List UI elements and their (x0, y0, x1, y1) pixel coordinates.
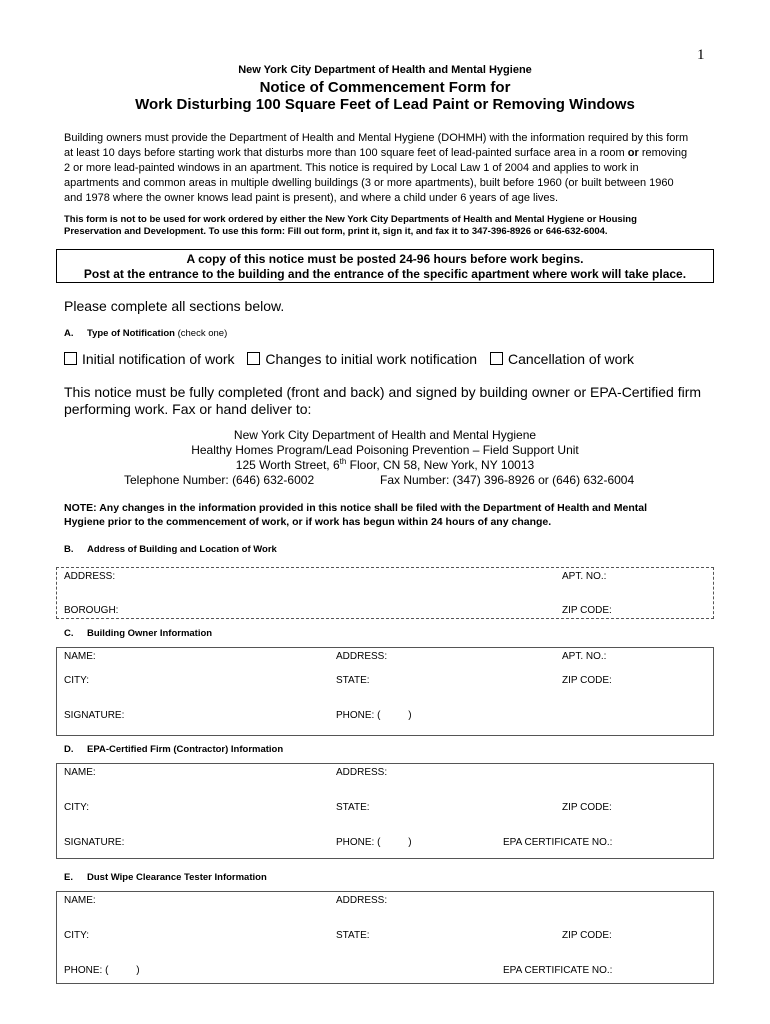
posting-notice-box (56, 249, 714, 283)
street-text: 125 Worth Street, 6 (235, 458, 340, 472)
fax-number: Fax Number: (347) 396-8926 or (646) 632-6004 (380, 473, 635, 487)
intro-paragraph (64, 131, 724, 206)
checkbox-cancellation[interactable] (490, 352, 503, 365)
department-heading: New York City Department of Health and Mental Hygiene (238, 64, 532, 76)
checkbox-initial-notification[interactable] (64, 352, 77, 365)
section-title: Building Owner Information (87, 628, 213, 639)
intro-emphasis: or (627, 147, 639, 159)
section-letter: C. (64, 628, 74, 639)
posting-notice-line: Post at the entrance to the building and the entrance of the specific apartment where work will take place. (83, 267, 687, 281)
contractor-epa-certificate-field-label[interactable]: EPA CERTIFICATE NO.: (503, 837, 613, 848)
change-note-line: NOTE: Any changes in the information provided in this notice shall be filed with the Department of Health and Mental (64, 502, 647, 514)
section-d-heading (64, 744, 283, 755)
section-title: EPA-Certified Firm (Contractor) Information (87, 744, 284, 755)
intro-line: and 1978 where the owner knows lead paint is present), and where a child under 6 years of age lives. (64, 192, 559, 204)
owner-city-field-label[interactable]: CITY: (64, 675, 90, 686)
delivery-address-block (0, 428, 770, 488)
submission-instruction-line: This notice must be fully completed (front and back) and signed by building owner or EPA-Certified firm (64, 384, 702, 400)
tester-phone-field-label[interactable]: PHONE: ( ) (64, 965, 140, 976)
street-text: Floor, CN 58, New York, NY 10013 (346, 458, 535, 472)
contact-numbers (0, 473, 770, 488)
intro-line (64, 146, 724, 161)
form-title-line-1: Notice of Commencement Form for (259, 79, 511, 96)
owner-signature-field-label[interactable]: SIGNATURE: (64, 710, 125, 721)
posting-notice-line: A copy of this notice must be posted 24-96 hours before work begins. (186, 252, 584, 266)
submission-instruction-line: performing work. Fax or hand deliver to: (64, 401, 312, 417)
usage-note-line: Preservation and Development. To use this form: Fill out form, print it, sign it, and fax it to 347-396-8926 or 646-632-6004. (64, 226, 608, 237)
address-field-label[interactable]: ADDRESS: (64, 571, 116, 582)
floor-suffix: th (339, 457, 347, 466)
section-letter: A. (64, 328, 74, 339)
checkbox-changes-notification[interactable] (247, 352, 260, 365)
delivery-street (0, 458, 770, 473)
section-e-fields (56, 891, 714, 984)
section-letter: D. (64, 744, 74, 755)
delivery-program: Healthy Homes Program/Lead Poisoning Prevention – Field Support Unit (191, 443, 579, 457)
tester-zip-field-label[interactable]: ZIP CODE: (562, 930, 612, 941)
owner-phone-field-label[interactable]: PHONE: ( ) (336, 710, 412, 721)
delivery-department: New York City Department of Health and Mental Hygiene (233, 428, 537, 442)
borough-field-label[interactable]: BOROUGH: (64, 605, 119, 616)
section-a-heading (64, 328, 227, 339)
owner-address-field-label[interactable]: ADDRESS: (336, 651, 388, 662)
usage-note-line: This form is not to be used for work ordered by either the New York City Departments of Health and Mental Hygiene or Housing (64, 214, 637, 225)
option-label: Initial notification of work (82, 351, 235, 367)
option-label: Changes to initial work notification (265, 351, 478, 367)
section-b-heading (64, 544, 277, 555)
section-hint: (check one) (177, 328, 228, 339)
tester-epa-certificate-field-label[interactable]: EPA CERTIFICATE NO.: (503, 965, 613, 976)
owner-zip-field-label[interactable]: ZIP CODE: (562, 675, 612, 686)
section-c-heading (64, 628, 212, 639)
telephone-number: Telephone Number: (646) 632-6002 (124, 473, 315, 487)
option-cancellation[interactable] (490, 351, 634, 367)
change-note-line: Hygiene prior to the commencement of work, or if work has begun within 24 hours of any change. (64, 516, 552, 528)
contractor-name-field-label[interactable]: NAME: (64, 767, 96, 778)
page-number: 1 (697, 47, 705, 63)
option-initial-notification[interactable] (64, 351, 235, 367)
owner-name-field-label[interactable]: NAME: (64, 651, 96, 662)
contractor-signature-field-label[interactable]: SIGNATURE: (64, 837, 125, 848)
tester-name-field-label[interactable]: NAME: (64, 895, 96, 906)
option-changes-notification[interactable] (247, 351, 477, 367)
change-note (64, 501, 647, 529)
section-title: Dust Wipe Clearance Tester Information (87, 872, 267, 883)
usage-note (64, 214, 637, 238)
intro-line: Building owners must provide the Department of Health and Mental Hygiene (DOHMH) with the information required by this form (64, 132, 689, 144)
section-e-heading (64, 872, 267, 883)
tester-city-field-label[interactable]: CITY: (64, 930, 90, 941)
apt-field-label[interactable]: APT. NO.: (562, 571, 607, 582)
notification-type-options (64, 351, 643, 367)
zip-field-label[interactable]: ZIP CODE: (562, 605, 612, 616)
contractor-phone-field-label[interactable]: PHONE: ( ) (336, 837, 412, 848)
contractor-city-field-label[interactable]: CITY: (64, 802, 90, 813)
intro-line: 2 or more lead-painted windows in an apartment. This notice is required by Local Law 1 of 2004 and applies to work in (64, 162, 639, 174)
tester-state-field-label[interactable]: STATE: (336, 930, 370, 941)
section-b-fields (56, 567, 714, 619)
contractor-zip-field-label[interactable]: ZIP CODE: (562, 802, 612, 813)
section-title: Type of Notification (87, 328, 175, 339)
tester-address-field-label[interactable]: ADDRESS: (336, 895, 388, 906)
section-title: Address of Building and Location of Work (87, 544, 277, 555)
owner-state-field-label[interactable]: STATE: (336, 675, 370, 686)
option-label: Cancellation of work (507, 351, 635, 367)
section-letter: E. (64, 872, 73, 883)
form-title-line-2: Work Disturbing 100 Square Feet of Lead Paint or Removing Windows (135, 96, 635, 113)
complete-sections-instruction: Please complete all sections below. (64, 298, 285, 314)
section-letter: B. (64, 544, 74, 555)
intro-line: apartments and common areas in multiple dwelling buildings (3 or more apartments), built before 1960 (or built between 1960 (64, 177, 674, 189)
contractor-address-field-label[interactable]: ADDRESS: (336, 767, 388, 778)
section-c-fields (56, 647, 714, 736)
owner-apt-field-label[interactable]: APT. NO.: (562, 651, 607, 662)
contractor-state-field-label[interactable]: STATE: (336, 802, 370, 813)
section-d-fields (56, 763, 714, 859)
intro-text: at least 10 days before starting work that disturbs more than 100 square feet of lead-painted surface area in a room (64, 147, 628, 159)
intro-text: removing (638, 147, 688, 159)
submission-instruction (64, 384, 701, 418)
